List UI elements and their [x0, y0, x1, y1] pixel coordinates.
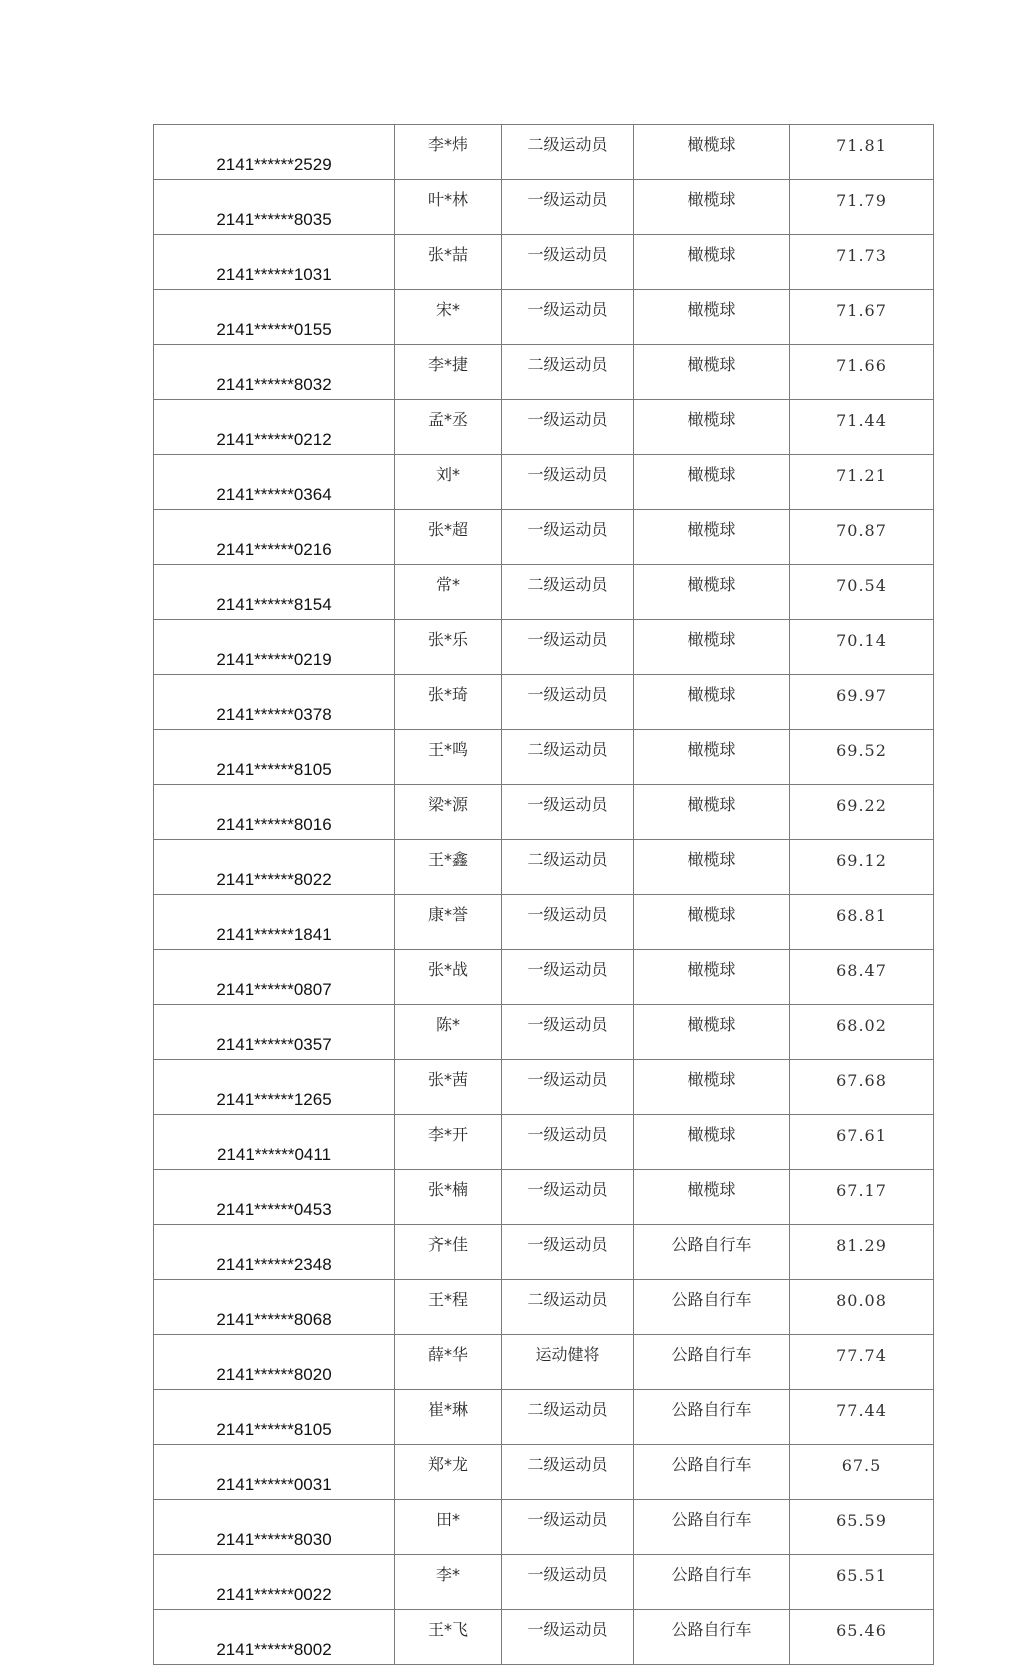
score-cell: 65.51 [790, 1555, 934, 1610]
name-cell: 郑*龙 [395, 1445, 502, 1500]
name-cell: 张*喆 [395, 235, 502, 290]
athlete-level-cell: 二级运动员 [502, 1445, 634, 1500]
id-number-cell: 2141******8032 [154, 345, 395, 400]
table-body [154, 125, 934, 1665]
name-cell: 孟*丞 [395, 400, 502, 455]
name-cell: 李*捷 [395, 345, 502, 400]
id-number-cell: 2141******8035 [154, 180, 395, 235]
score-cell: 70.54 [790, 565, 934, 620]
athlete-level-cell: 二级运动员 [502, 345, 634, 400]
sport-cell: 橄榄球 [634, 730, 790, 785]
score-cell: 67.17 [790, 1170, 934, 1225]
name-cell: 叶*林 [395, 180, 502, 235]
score-cell: 69.12 [790, 840, 934, 895]
sport-cell: 橄榄球 [634, 455, 790, 510]
score-cell: 68.81 [790, 895, 934, 950]
athlete-level-cell: 一级运动员 [502, 290, 634, 345]
athlete-level-cell: 一级运动员 [502, 1005, 634, 1060]
table-row [154, 125, 934, 180]
sport-cell: 橄榄球 [634, 510, 790, 565]
id-number-cell: 2141******8105 [154, 730, 395, 785]
name-cell: 张*茜 [395, 1060, 502, 1115]
score-cell: 71.73 [790, 235, 934, 290]
sport-cell: 公路自行车 [634, 1610, 790, 1665]
sport-cell: 公路自行车 [634, 1280, 790, 1335]
id-number-cell: 2141******8020 [154, 1335, 395, 1390]
table-row [154, 565, 934, 620]
table-row [154, 1445, 934, 1500]
score-cell: 70.87 [790, 510, 934, 565]
score-cell: 65.46 [790, 1610, 934, 1665]
table-row [154, 235, 934, 290]
table-row [154, 290, 934, 345]
id-number-cell: 2141******0357 [154, 1005, 395, 1060]
score-cell: 81.29 [790, 1225, 934, 1280]
table-row [154, 840, 934, 895]
athlete-level-cell: 二级运动员 [502, 1280, 634, 1335]
sport-cell: 橄榄球 [634, 620, 790, 675]
table-row [154, 895, 934, 950]
name-cell: 王*鑫 [395, 840, 502, 895]
score-cell: 80.08 [790, 1280, 934, 1335]
score-cell: 71.66 [790, 345, 934, 400]
athlete-level-cell: 一级运动员 [502, 1170, 634, 1225]
id-number-cell: 2141******0364 [154, 455, 395, 510]
id-number-cell: 2141******0453 [154, 1170, 395, 1225]
name-cell: 齐*佳 [395, 1225, 502, 1280]
name-cell: 张*超 [395, 510, 502, 565]
name-cell: 康*誉 [395, 895, 502, 950]
id-number-cell: 2141******0378 [154, 675, 395, 730]
name-cell: 刘* [395, 455, 502, 510]
id-number-cell: 2141******0155 [154, 290, 395, 345]
name-cell: 宋* [395, 290, 502, 345]
table-row [154, 1610, 934, 1665]
table-row [154, 620, 934, 675]
name-cell: 张*乐 [395, 620, 502, 675]
athlete-level-cell: 一级运动员 [502, 620, 634, 675]
id-number-cell: 2141******8002 [154, 1610, 395, 1665]
athlete-level-cell: 一级运动员 [502, 1555, 634, 1610]
name-cell: 张*琦 [395, 675, 502, 730]
name-cell: 张*楠 [395, 1170, 502, 1225]
name-cell: 崔*琳 [395, 1390, 502, 1445]
athlete-score-table [153, 124, 934, 1665]
table-row [154, 785, 934, 840]
table-row [154, 675, 934, 730]
name-cell: 薛*华 [395, 1335, 502, 1390]
athlete-level-cell: 一级运动员 [502, 180, 634, 235]
score-cell: 69.22 [790, 785, 934, 840]
athlete-level-cell: 一级运动员 [502, 1060, 634, 1115]
score-cell: 69.52 [790, 730, 934, 785]
id-number-cell: 2141******0031 [154, 1445, 395, 1500]
name-cell: 王*飞 [395, 1610, 502, 1665]
score-cell: 71.67 [790, 290, 934, 345]
score-cell: 65.59 [790, 1500, 934, 1555]
athlete-level-cell: 一级运动员 [502, 1115, 634, 1170]
sport-cell: 橄榄球 [634, 125, 790, 180]
athlete-level-cell: 一级运动员 [502, 235, 634, 290]
name-cell: 李* [395, 1555, 502, 1610]
table-row [154, 1060, 934, 1115]
athlete-level-cell: 一级运动员 [502, 400, 634, 455]
sport-cell: 橄榄球 [634, 1005, 790, 1060]
athlete-level-cell: 二级运动员 [502, 1390, 634, 1445]
athlete-level-cell: 二级运动员 [502, 840, 634, 895]
sport-cell: 公路自行车 [634, 1335, 790, 1390]
sport-cell: 橄榄球 [634, 235, 790, 290]
sport-cell: 公路自行车 [634, 1390, 790, 1445]
table-row [154, 1500, 934, 1555]
score-cell: 71.81 [790, 125, 934, 180]
table-row [154, 1335, 934, 1390]
sport-cell: 橄榄球 [634, 1170, 790, 1225]
score-cell: 71.21 [790, 455, 934, 510]
name-cell: 王*程 [395, 1280, 502, 1335]
name-cell: 常* [395, 565, 502, 620]
athlete-level-cell: 二级运动员 [502, 730, 634, 785]
sport-cell: 橄榄球 [634, 950, 790, 1005]
id-number-cell: 2141******8105 [154, 1390, 395, 1445]
name-cell: 李*开 [395, 1115, 502, 1170]
score-cell: 68.02 [790, 1005, 934, 1060]
sport-cell: 橄榄球 [634, 565, 790, 620]
name-cell: 梁*源 [395, 785, 502, 840]
sport-cell: 橄榄球 [634, 895, 790, 950]
id-number-cell: 2141******0022 [154, 1555, 395, 1610]
name-cell: 王*鸣 [395, 730, 502, 785]
sport-cell: 橄榄球 [634, 1060, 790, 1115]
id-number-cell: 2141******0411 [154, 1115, 395, 1170]
score-cell: 77.44 [790, 1390, 934, 1445]
id-number-cell: 2141******0219 [154, 620, 395, 675]
sport-cell: 橄榄球 [634, 180, 790, 235]
score-cell: 67.5 [790, 1445, 934, 1500]
athlete-level-cell: 一级运动员 [502, 1610, 634, 1665]
id-number-cell: 2141******1031 [154, 235, 395, 290]
score-cell: 68.47 [790, 950, 934, 1005]
table-row [154, 345, 934, 400]
athlete-level-cell: 运动健将 [502, 1335, 634, 1390]
table-row [154, 1280, 934, 1335]
id-number-cell: 2141******1265 [154, 1060, 395, 1115]
athlete-level-cell: 一级运动员 [502, 510, 634, 565]
table-row [154, 1170, 934, 1225]
score-cell: 70.14 [790, 620, 934, 675]
sport-cell: 橄榄球 [634, 400, 790, 455]
sport-cell: 橄榄球 [634, 675, 790, 730]
id-number-cell: 2141******1841 [154, 895, 395, 950]
id-number-cell: 2141******0807 [154, 950, 395, 1005]
table-row [154, 1390, 934, 1445]
id-number-cell: 2141******8022 [154, 840, 395, 895]
id-number-cell: 2141******8030 [154, 1500, 395, 1555]
name-cell: 陈* [395, 1005, 502, 1060]
id-number-cell: 2141******8068 [154, 1280, 395, 1335]
score-cell: 67.68 [790, 1060, 934, 1115]
table-row [154, 950, 934, 1005]
sport-cell: 公路自行车 [634, 1445, 790, 1500]
table-row [154, 180, 934, 235]
id-number-cell: 2141******2348 [154, 1225, 395, 1280]
name-cell: 张*战 [395, 950, 502, 1005]
athlete-level-cell: 一级运动员 [502, 950, 634, 1005]
sport-cell: 公路自行车 [634, 1225, 790, 1280]
athlete-level-cell: 一级运动员 [502, 1500, 634, 1555]
score-cell: 67.61 [790, 1115, 934, 1170]
name-cell: 田* [395, 1500, 502, 1555]
score-cell: 71.79 [790, 180, 934, 235]
id-number-cell: 2141******8016 [154, 785, 395, 840]
athlete-level-cell: 一级运动员 [502, 895, 634, 950]
table-row [154, 400, 934, 455]
sport-cell: 橄榄球 [634, 290, 790, 345]
athlete-level-cell: 二级运动员 [502, 565, 634, 620]
athlete-level-cell: 一级运动员 [502, 785, 634, 840]
table-row [154, 730, 934, 785]
id-number-cell: 2141******0216 [154, 510, 395, 565]
table-row [154, 1115, 934, 1170]
name-cell: 李*炜 [395, 125, 502, 180]
table-row [154, 1225, 934, 1280]
sport-cell: 公路自行车 [634, 1555, 790, 1610]
sport-cell: 橄榄球 [634, 345, 790, 400]
sport-cell: 公路自行车 [634, 1500, 790, 1555]
athlete-level-cell: 一级运动员 [502, 455, 634, 510]
athlete-level-cell: 二级运动员 [502, 125, 634, 180]
table-row [154, 510, 934, 565]
table-row [154, 1555, 934, 1610]
id-number-cell: 2141******2529 [154, 125, 395, 180]
sport-cell: 橄榄球 [634, 840, 790, 895]
score-cell: 71.44 [790, 400, 934, 455]
id-number-cell: 2141******8154 [154, 565, 395, 620]
sport-cell: 橄榄球 [634, 785, 790, 840]
sport-cell: 橄榄球 [634, 1115, 790, 1170]
table-row [154, 1005, 934, 1060]
athlete-level-cell: 一级运动员 [502, 1225, 634, 1280]
table-row [154, 455, 934, 510]
score-cell: 69.97 [790, 675, 934, 730]
athlete-level-cell: 一级运动员 [502, 675, 634, 730]
score-cell: 77.74 [790, 1335, 934, 1390]
id-number-cell: 2141******0212 [154, 400, 395, 455]
